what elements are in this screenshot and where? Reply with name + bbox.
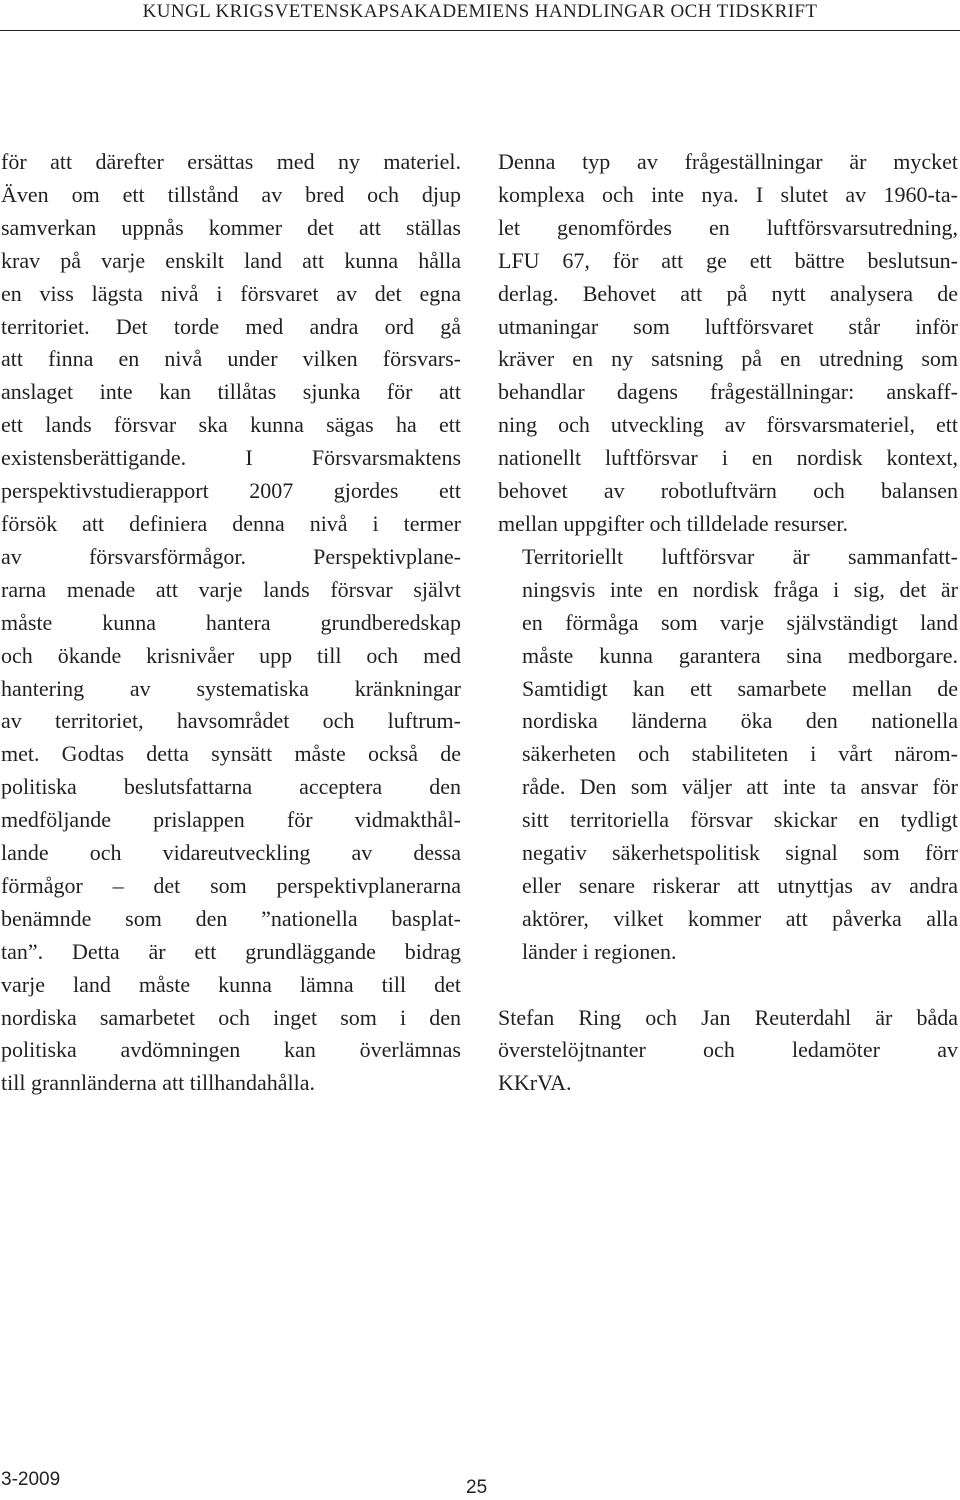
text-line: behandlar dagens frågeställningar: anskaff- (498, 379, 958, 405)
text-line: LFU 67, för att ge ett bättre beslutsun- (498, 247, 958, 273)
text-line: Territoriellt luftförsvar är sammanfatt- (522, 543, 958, 569)
text-line: varje land måste kunna lämna till det (1, 971, 461, 997)
text-line: rarna menade att varje lands försvar självt (1, 576, 461, 602)
text-line: ett lands försvar ska kunna sägas ha ett (1, 412, 461, 438)
text-line: Stefan Ring och Jan Reuterdahl är båda (498, 1004, 958, 1030)
author-byline (498, 1002, 958, 1101)
text-line: ningsvis inte en nordisk fråga i sig, det är (522, 576, 958, 602)
text-line: Denna typ av frågeställningar är mycket (498, 149, 958, 174)
issue-number: 3-2009 (1, 1469, 61, 1490)
text-line: av territoriet, havsområdet och luftrum- (1, 708, 461, 734)
left-column (1, 146, 461, 1100)
text-line: sitt territoriella försvar skickar en tydligt (522, 807, 958, 833)
text-line: råde. Den som väljer att inte ta ansvar för (522, 774, 958, 800)
text-line: politiska beslutsfattarna acceptera den (1, 774, 461, 800)
text-line: nordiska samarbetet och inget som i den (1, 1004, 461, 1030)
header-rule (0, 30, 960, 31)
text-line: negativ säkerhetspolitisk signal som förr (522, 840, 958, 866)
text-line: Samtidigt kan ett samarbete mellan de (522, 675, 958, 701)
text-line: förmågor – det som perspektivplanerarna (1, 872, 461, 898)
text-line: försök att definiera denna nivå i termer (1, 510, 461, 536)
text-line: politiska avdömningen kan överlämnas (1, 1037, 461, 1063)
page-number: 25 (466, 1477, 488, 1498)
text-line: anslaget inte kan tillåtas sjunka för att (1, 379, 461, 405)
text-line: att finna en nivå under vilken försvars- (1, 346, 461, 372)
right-column (498, 146, 958, 1100)
text-line: överstelöjtnanter och ledamöter av (498, 1037, 958, 1063)
text-line: medföljande prislappen för vidmakthål- (1, 807, 461, 833)
text-line: KKrVA. (498, 1070, 572, 1096)
text-line: till grannländerna att tillhandahålla. (1, 1070, 315, 1096)
text-line: benämnde som den ”nationella basplat- (1, 905, 461, 931)
text-line: kräver en ny satsning på en utredning som (498, 346, 958, 372)
text-line: mellan uppgifter och tilldelade resurser. (498, 510, 849, 536)
text-line: komplexa och inte nya. I slutet av 1960-ta- (498, 181, 958, 207)
text-line: krav på varje enskilt land att kunna hålla (1, 247, 461, 273)
text-line: samverkan uppnås kommer det att ställas (1, 214, 461, 240)
text-line: säkerheten och stabiliteten i vårt närom- (522, 741, 958, 767)
right-paragraph-1 (498, 146, 958, 541)
page-footer (0, 1466, 960, 1496)
running-header (0, 0, 960, 26)
journal-title: KUNGL KRIGSVETENSKAPSAKADEMIENS HANDLINGAR OCH TIDSKRIFT (142, 1, 818, 22)
text-line: måste kunna garantera sina medborgare. (522, 642, 958, 668)
text-line: behovet av robotluftvärn och balansen (498, 478, 958, 504)
text-line: en viss lägsta nivå i försvaret av det egna (1, 280, 461, 306)
text-line: tan”. Detta är ett grundläggande bidrag (1, 938, 461, 964)
text-line: en förmåga som varje självständigt land (522, 609, 958, 635)
left-paragraph-1 (1, 146, 461, 1100)
text-line: aktörer, vilket kommer att påverka alla (522, 905, 958, 931)
text-line: nationellt luftförsvar i en nordisk kontext, (498, 445, 958, 471)
text-line: eller senare riskerar att utnyttjas av andra (522, 872, 958, 898)
text-line: territoriet. Det torde med andra ord gå (1, 313, 461, 339)
right-paragraph-2 (498, 541, 958, 969)
text-line: utmaningar som luftförsvaret står inför (498, 313, 958, 339)
text-line: ning och utveckling av försvarsmateriel, ett (498, 412, 958, 438)
text-line: met. Godtas detta synsätt måste också de (1, 741, 461, 767)
text-line: länder i regionen. (522, 938, 677, 964)
text-line: perspektivstudierapport 2007 gjordes ett (1, 478, 461, 504)
text-line: måste kunna hantera grundberedskap (1, 609, 461, 635)
text-line: let genomfördes en luftförsvarsutredning, (498, 214, 958, 240)
text-line: hantering av systematiska kränkningar (1, 675, 461, 701)
text-line: existensberättigande. I Försvarsmaktens (1, 445, 461, 471)
text-line: för att därefter ersättas med ny materiel. (1, 149, 461, 174)
text-line: lande och vidareutveckling av dessa (1, 840, 461, 866)
text-line: derlag. Behovet att på nytt analysera de (498, 280, 958, 306)
text-line: av försvarsförmågor. Perspektivplane- (1, 543, 461, 569)
text-line: och ökande krisnivåer upp till och med (1, 642, 461, 668)
text-line: Även om ett tillstånd av bred och djup (1, 181, 461, 207)
text-line: nordiska länderna öka den nationella (522, 708, 958, 734)
